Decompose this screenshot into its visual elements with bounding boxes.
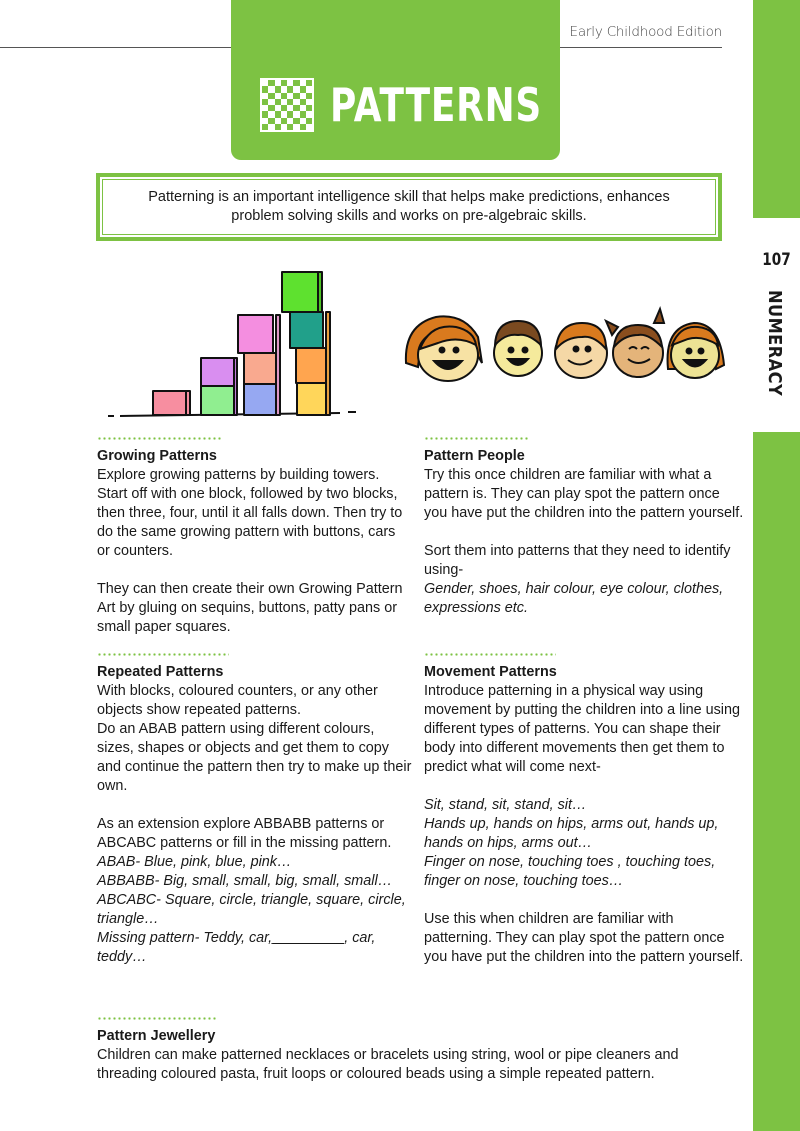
paragraph: Try this once children are familiar with what a pattern is. They can play spot the pattern once you have put the children into the pattern yourself. (424, 467, 744, 521)
page-title: PATTERNS (330, 78, 543, 132)
paragraph: They can then create their own Growing Pattern Art by gluing on sequins, buttons, patty pans or small paper squares. (97, 581, 403, 635)
missing-prefix: Missing pattern- Teddy, car, (97, 930, 273, 946)
pigtail (606, 321, 618, 335)
paragraph: Explore growing patterns by building towers. Start off with one block, followed by two blocks, then three, four, until it all falls down. Then try to do the same growing pattern with buttons, cars or counters. (97, 467, 403, 559)
section-title: Repeated Patterns (97, 664, 224, 680)
side-tab-bar-top (753, 0, 800, 218)
example-line: ABBABB- Big, small, small, big, small, small… (97, 873, 393, 889)
block-side (276, 315, 280, 415)
intro-text: Patterning is an important intelligence skill that helps make predictions, enhances problem solving skills and works on pre-algebraic skills. (102, 179, 716, 235)
example-line: Finger on nose, touching toes , touching toes, finger on nose, touching toes… (424, 854, 716, 889)
paragraph: Children can make patterned necklaces or bracelets using string, wool or pipe cleaners and threading coloured pasta, fruit loops or coloured beads using a simple repeated pattern. (97, 1047, 679, 1082)
block (244, 384, 276, 415)
section-title: Pattern People (424, 448, 525, 464)
dotted-divider (97, 437, 221, 440)
checker-cell (306, 124, 312, 130)
example-line: Sit, stand, sit, stand, sit… (424, 797, 587, 813)
dotted-divider (97, 653, 229, 656)
block (290, 312, 323, 348)
section-pattern-people (424, 437, 744, 618)
intro-callout (96, 173, 722, 241)
missing-pattern-line (97, 929, 412, 967)
paragraph: Do an ABAB pattern using different colours, sizes, shapes or objects and get them to copy and continue the pattern then try to make up their own. (97, 721, 412, 794)
section-title: Movement Patterns (424, 664, 557, 680)
block (153, 391, 186, 415)
paragraph: Introduce patterning in a physical way using movement by putting the children into a line using different types of patterns. You can shape their body into different movements then get them to predict what will come next- (424, 683, 740, 775)
block-side (318, 272, 322, 312)
checkerboard-icon (260, 78, 314, 132)
example-line: ABAB- Blue, pink, blue, pink… (97, 854, 292, 870)
children-faces-illustration (398, 305, 734, 385)
paragraph: Gender, shoes, hair colour, eye colour, clothes, expressions etc. (424, 581, 724, 616)
block (297, 383, 327, 415)
section-title: Growing Patterns (97, 448, 217, 464)
section-growing-patterns (97, 437, 412, 637)
block-side (234, 358, 237, 415)
dotted-divider (424, 437, 528, 440)
block (201, 386, 234, 415)
section-title: Pattern Jewellery (97, 1028, 216, 1044)
paragraph: Use this when children are familiar with patterning. They can play spot the pattern once you have put the children into the pattern yourself. (424, 911, 744, 965)
section-pattern-jewellery (97, 1017, 737, 1084)
section-label: NUMERACY (764, 290, 785, 397)
side-tab-bar-bottom (753, 432, 800, 1131)
block (296, 348, 326, 383)
block (201, 358, 234, 386)
paragraph: Sort them into patterns that they need to identify using- (424, 543, 731, 578)
growing-block-towers-illustration (100, 262, 370, 420)
section-movement-patterns (424, 653, 744, 967)
missing-blank: _________ (272, 930, 345, 946)
page-number: 107 (762, 250, 791, 270)
block (244, 353, 276, 384)
paragraph: With blocks, coloured counters, or any other objects show repeated patterns. (97, 683, 378, 718)
section-repeated-patterns (97, 653, 412, 967)
pigtail (654, 309, 664, 323)
block-side (326, 312, 330, 415)
paragraph: As an extension explore ABBABB patterns or ABCABC patterns or fill in the missing pattern. (97, 816, 392, 851)
block (282, 272, 318, 312)
edition-label: Early Childhood Edition (569, 24, 722, 40)
missing-suffix: , car, teddy… (97, 930, 376, 965)
example-line: Hands up, hands on hips, arms out, hands up, hands on hips, arms out… (424, 816, 719, 851)
block (238, 315, 273, 353)
example-line: ABCABC- Square, circle, triangle, square, circle, triangle… (97, 892, 406, 927)
title-banner (231, 0, 560, 160)
block-side (186, 391, 190, 415)
dotted-divider (424, 653, 556, 656)
dotted-divider (97, 1017, 217, 1020)
